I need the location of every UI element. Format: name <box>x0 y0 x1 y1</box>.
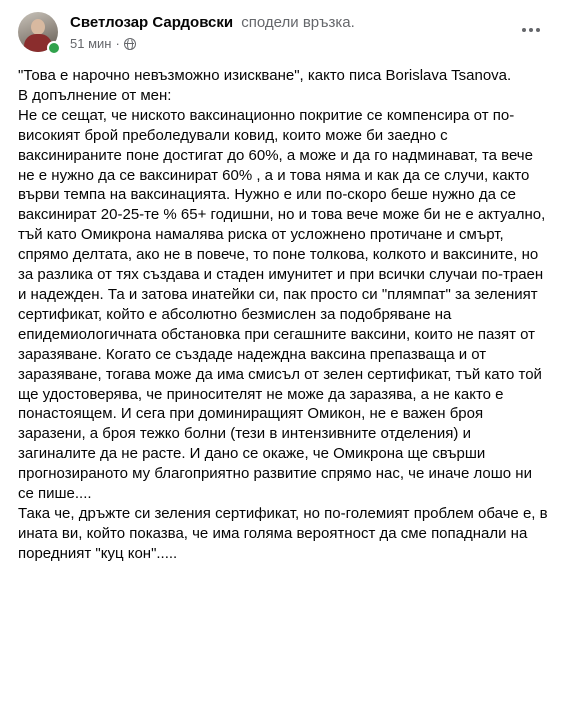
online-status-dot <box>47 41 61 55</box>
more-dot <box>536 28 540 32</box>
more-dot <box>522 28 526 32</box>
avatar-head <box>31 19 45 35</box>
meta-separator: · <box>115 36 120 51</box>
post-paragraph: Така че, дръжте си зеления сертификат, но по-големият проблем обаче е, в ината ви, който показва, че има голяма вероятност да сме попаднали на поредният "куц кон"..... <box>18 504 548 562</box>
post-text <box>18 66 548 564</box>
author-line <box>70 14 355 31</box>
author-avatar[interactable] <box>18 12 62 56</box>
post-header <box>18 12 548 56</box>
post-timestamp[interactable]: 51 мин <box>70 36 112 51</box>
post-action-text: сподели връзка. <box>241 14 355 31</box>
post-meta <box>70 36 136 51</box>
author-name-link[interactable]: Светлозар Сардовски <box>70 14 234 31</box>
globe-icon[interactable] <box>124 38 136 50</box>
post-paragraph: В допълнение от мен: <box>18 86 172 104</box>
post-paragraph: Не се сещат, че ниското ваксинационно покритие се компенсира от по-високият брой преболедували ковид, които може би заедно с ваксинираните поне достигат до 60%, а може и да го надминават, та вече не е нужно да се ваксинират 60% , а и това няма и как да се случи, както върви темпа на ваксинацията. Нужно е или по-скоро беше нужно да се ваксинират 20-25-те % 65+ годишни, но и това вече може би не е актуално, тъй като Омикрона намалява риска от усложнено протичане и смърт, спрямо делтата, ако не в повече, то поне толкова, колкото и ваксините, но за разлика от тях създава и стаден имунитет и при всички случаи по-траен и надежден. Та и затова инатейки си, пак просто си "плямпат" за зеленият сертификат, който е абсолютно безмислен за подобряване на епидемиологичната обстановка при сегашните ваксини, които не пазят от заразяване. Когато се създаде надеждна ваксина препазваща и от заразяване, тогава може да има смисъл от зелен сертификат, тъй като той ще удостоверява, че приносителят не може да заразява, а не както е понастоящем. И сега при доминиращият Омикон, не е важен броя заразени, а броя тежко болни (тези в интензивните отделения) и загиналите да не расте. И дано се окаже, че Омикрона ще свърши прогнозираното му благоприятно развитие спрямо нас, че иначе лошо ни се пише.... <box>18 106 546 503</box>
more-options-button[interactable] <box>514 18 548 42</box>
more-dot <box>529 28 533 32</box>
post-paragraph: "Това е нарочно невъзможно изискване", както писа Borislava Tsanova. <box>18 67 512 84</box>
